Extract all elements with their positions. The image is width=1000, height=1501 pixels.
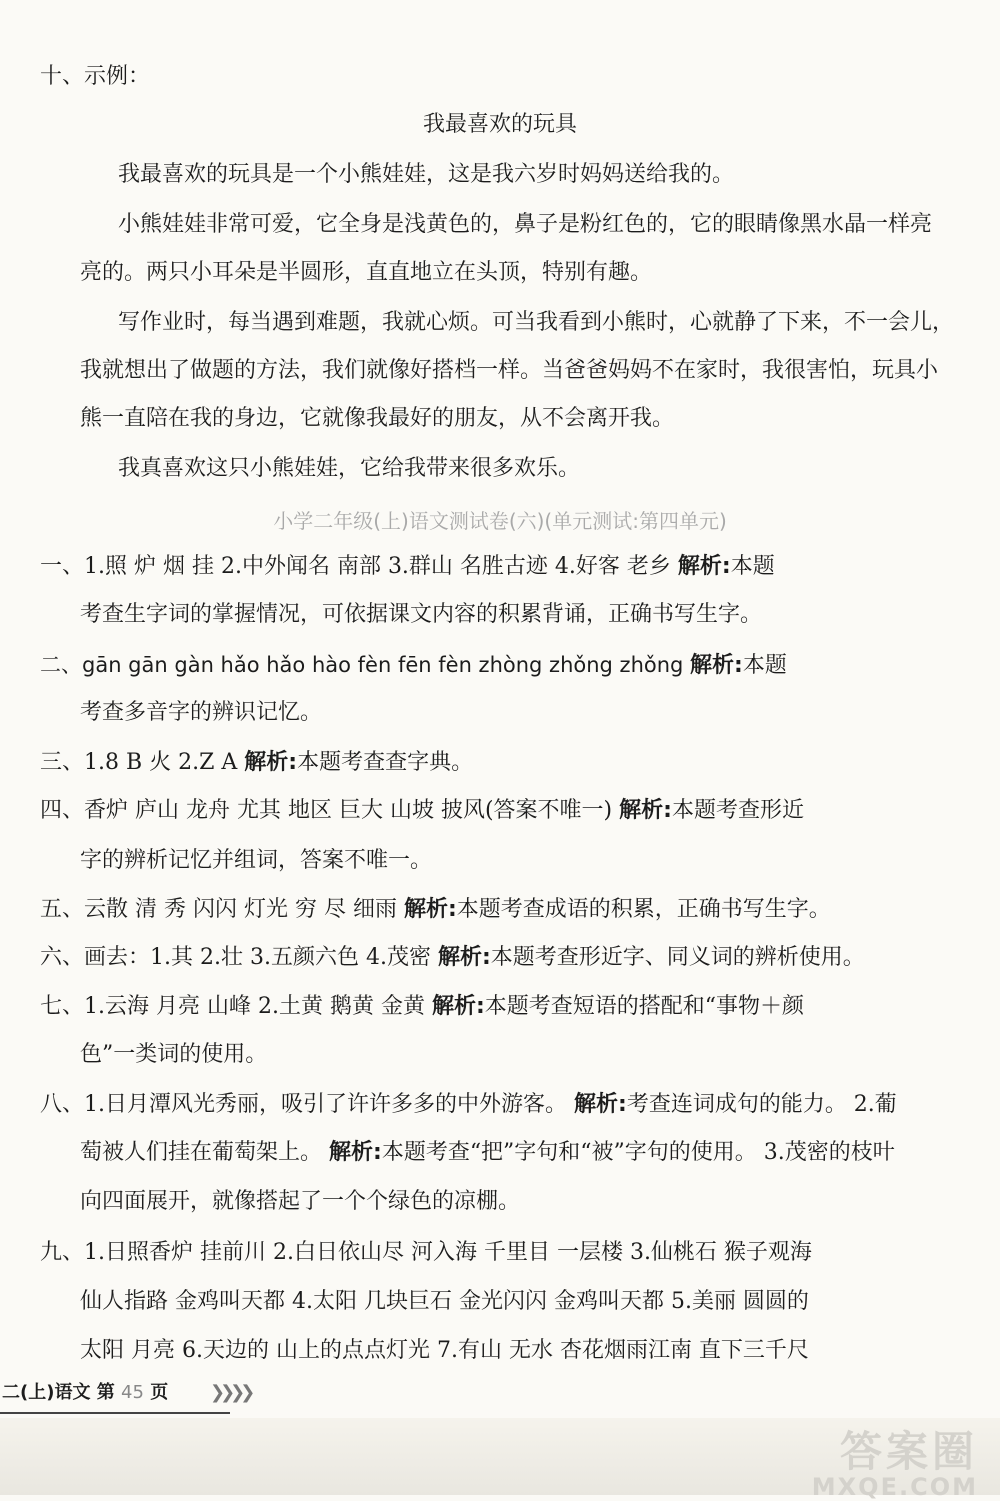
footer-arrows-icon: ❯❯❯❯ bbox=[210, 1382, 251, 1403]
essay-para-3-line-3: 熊一直陪在我的身边，它就像我最好的朋友，从不会离开我。 bbox=[80, 406, 675, 431]
test-section-title: 小学二年级(上)语文测试卷(六)(单元测试:第四单元) bbox=[273, 509, 727, 533]
answer-q9-line-1: 九、1.日照香炉 挂前川 2.白日依山尽 河入海 千里目 一层楼 3.仙桃石 猴子观海 bbox=[40, 1240, 812, 1265]
answer-q7-line-2: 色”一类词的使用。 bbox=[80, 1042, 268, 1067]
analysis-label: 解析: bbox=[329, 1140, 382, 1165]
answer-q3: 三、1.8 B 火 2.Z A 解析:本题考查查字典。 bbox=[40, 750, 474, 775]
analysis-label: 解析: bbox=[574, 1092, 627, 1117]
analysis-label: 解析: bbox=[403, 897, 457, 922]
footer-rule bbox=[0, 1412, 230, 1414]
answer-q4-line-2: 字的辨析记忆并组词，答案不唯一。 bbox=[80, 848, 433, 873]
answer-q1-line-1: 一、1.照 炉 烟 挂 2.中外闻名 南部 3.群山 名胜古迹 4.好客 老乡 解析:本题 bbox=[40, 554, 775, 579]
watermark-logo: 答案圈 MXQE.COM bbox=[811, 1427, 978, 1501]
essay-para-3-line-2: 我就想出了做题的方法，我们就像好搭档一样。当爸爸妈妈不在家时，我很害怕，玩具小 bbox=[80, 358, 939, 383]
essay-title: 我最喜欢的玩具 bbox=[422, 112, 577, 137]
analysis-label: 解析: bbox=[619, 798, 672, 823]
answer-q8-line-3: 向四面展开，就像搭起了一个个绿色的凉棚。 bbox=[80, 1189, 521, 1214]
answer-q5: 五、云散 清 秀 闪闪 灯光 穷 尽 细雨 解析:本题考查成语的积累，正确书写生字。 bbox=[40, 897, 831, 922]
answer-q2-line-1: 二、gān gān gàn hǎo hǎo hào fèn fēn fèn zhòng zhǒng zhǒng 解析:本题 bbox=[40, 653, 787, 678]
essay-para-2-line-1: 小熊娃娃非常可爱，它全身是浅黄色的，鼻子是粉红色的，它的眼睛像黑水晶一样亮 bbox=[118, 212, 933, 237]
answer-q2-line-2: 考查多音字的辨识记忆。 bbox=[80, 700, 323, 725]
answer-q9-line-2: 仙人指路 金鸡叫天都 4.太阳 几块巨石 金光闪闪 金鸡叫天都 5.美丽 圆圆的 bbox=[80, 1289, 809, 1314]
analysis-label: 解析: bbox=[244, 750, 298, 775]
answer-q1-line-2: 考查生字词的掌握情况，可依据课文内容的积累背诵，正确书写生字。 bbox=[80, 602, 763, 627]
page-footer bbox=[0, 1372, 1000, 1412]
analysis-label: 解析: bbox=[431, 994, 485, 1019]
analysis-label: 解析: bbox=[437, 945, 491, 970]
answer-q4-line-1: 四、香炉 庐山 龙舟 尤其 地区 巨大 山坡 披风(答案不唯一) 解析:本题考查形近 bbox=[40, 798, 804, 823]
section-ten-label: 十、示例： bbox=[40, 64, 151, 89]
analysis-label: 解析: bbox=[677, 554, 731, 579]
answer-q9-line-3: 太阳 月亮 6.天边的 山上的点点灯光 7.有山 无水 杏花烟雨江南 直下三千尺 bbox=[80, 1338, 809, 1363]
page-number: 45 bbox=[121, 1382, 144, 1403]
footer-label: 二(上)语文 第 45 页 bbox=[2, 1382, 169, 1403]
essay-para-1: 我最喜欢的玩具是一个小熊娃娃，这是我六岁时妈妈送给我的。 bbox=[118, 162, 735, 187]
essay-para-4: 我真喜欢这只小熊娃娃，它给我带来很多欢乐。 bbox=[118, 456, 581, 481]
answer-q7-line-1: 七、1.云海 月亮 山峰 2.土黄 鹅黄 金黄 解析:本题考查短语的搭配和“事物＋颜 bbox=[40, 994, 805, 1019]
answer-q8-line-1: 八、1.日月潭风光秀丽，吸引了许许多多的中外游客。 解析:考查连词成句的能力。 2.葡 bbox=[40, 1092, 897, 1117]
essay-para-3-line-1: 写作业时，每当遇到难题，我就心烦。可当我看到小熊时，心就静了下来，不一会儿， bbox=[118, 310, 955, 335]
analysis-label: 解析: bbox=[690, 653, 743, 678]
answer-q6: 六、画去：1.其 2.壮 3.五颜六色 4.茂密 解析:本题考查形近字、同义词的辨析使用。 bbox=[40, 945, 865, 970]
essay-para-2-line-2: 亮的。两只小耳朵是半圆形，直直地立在头顶，特别有趣。 bbox=[80, 260, 653, 285]
answer-q8-line-2: 萄被人们挂在葡萄架上。 解析:本题考查“把”字句和“被”字句的使用。 3.茂密的枝叶 bbox=[80, 1140, 895, 1165]
